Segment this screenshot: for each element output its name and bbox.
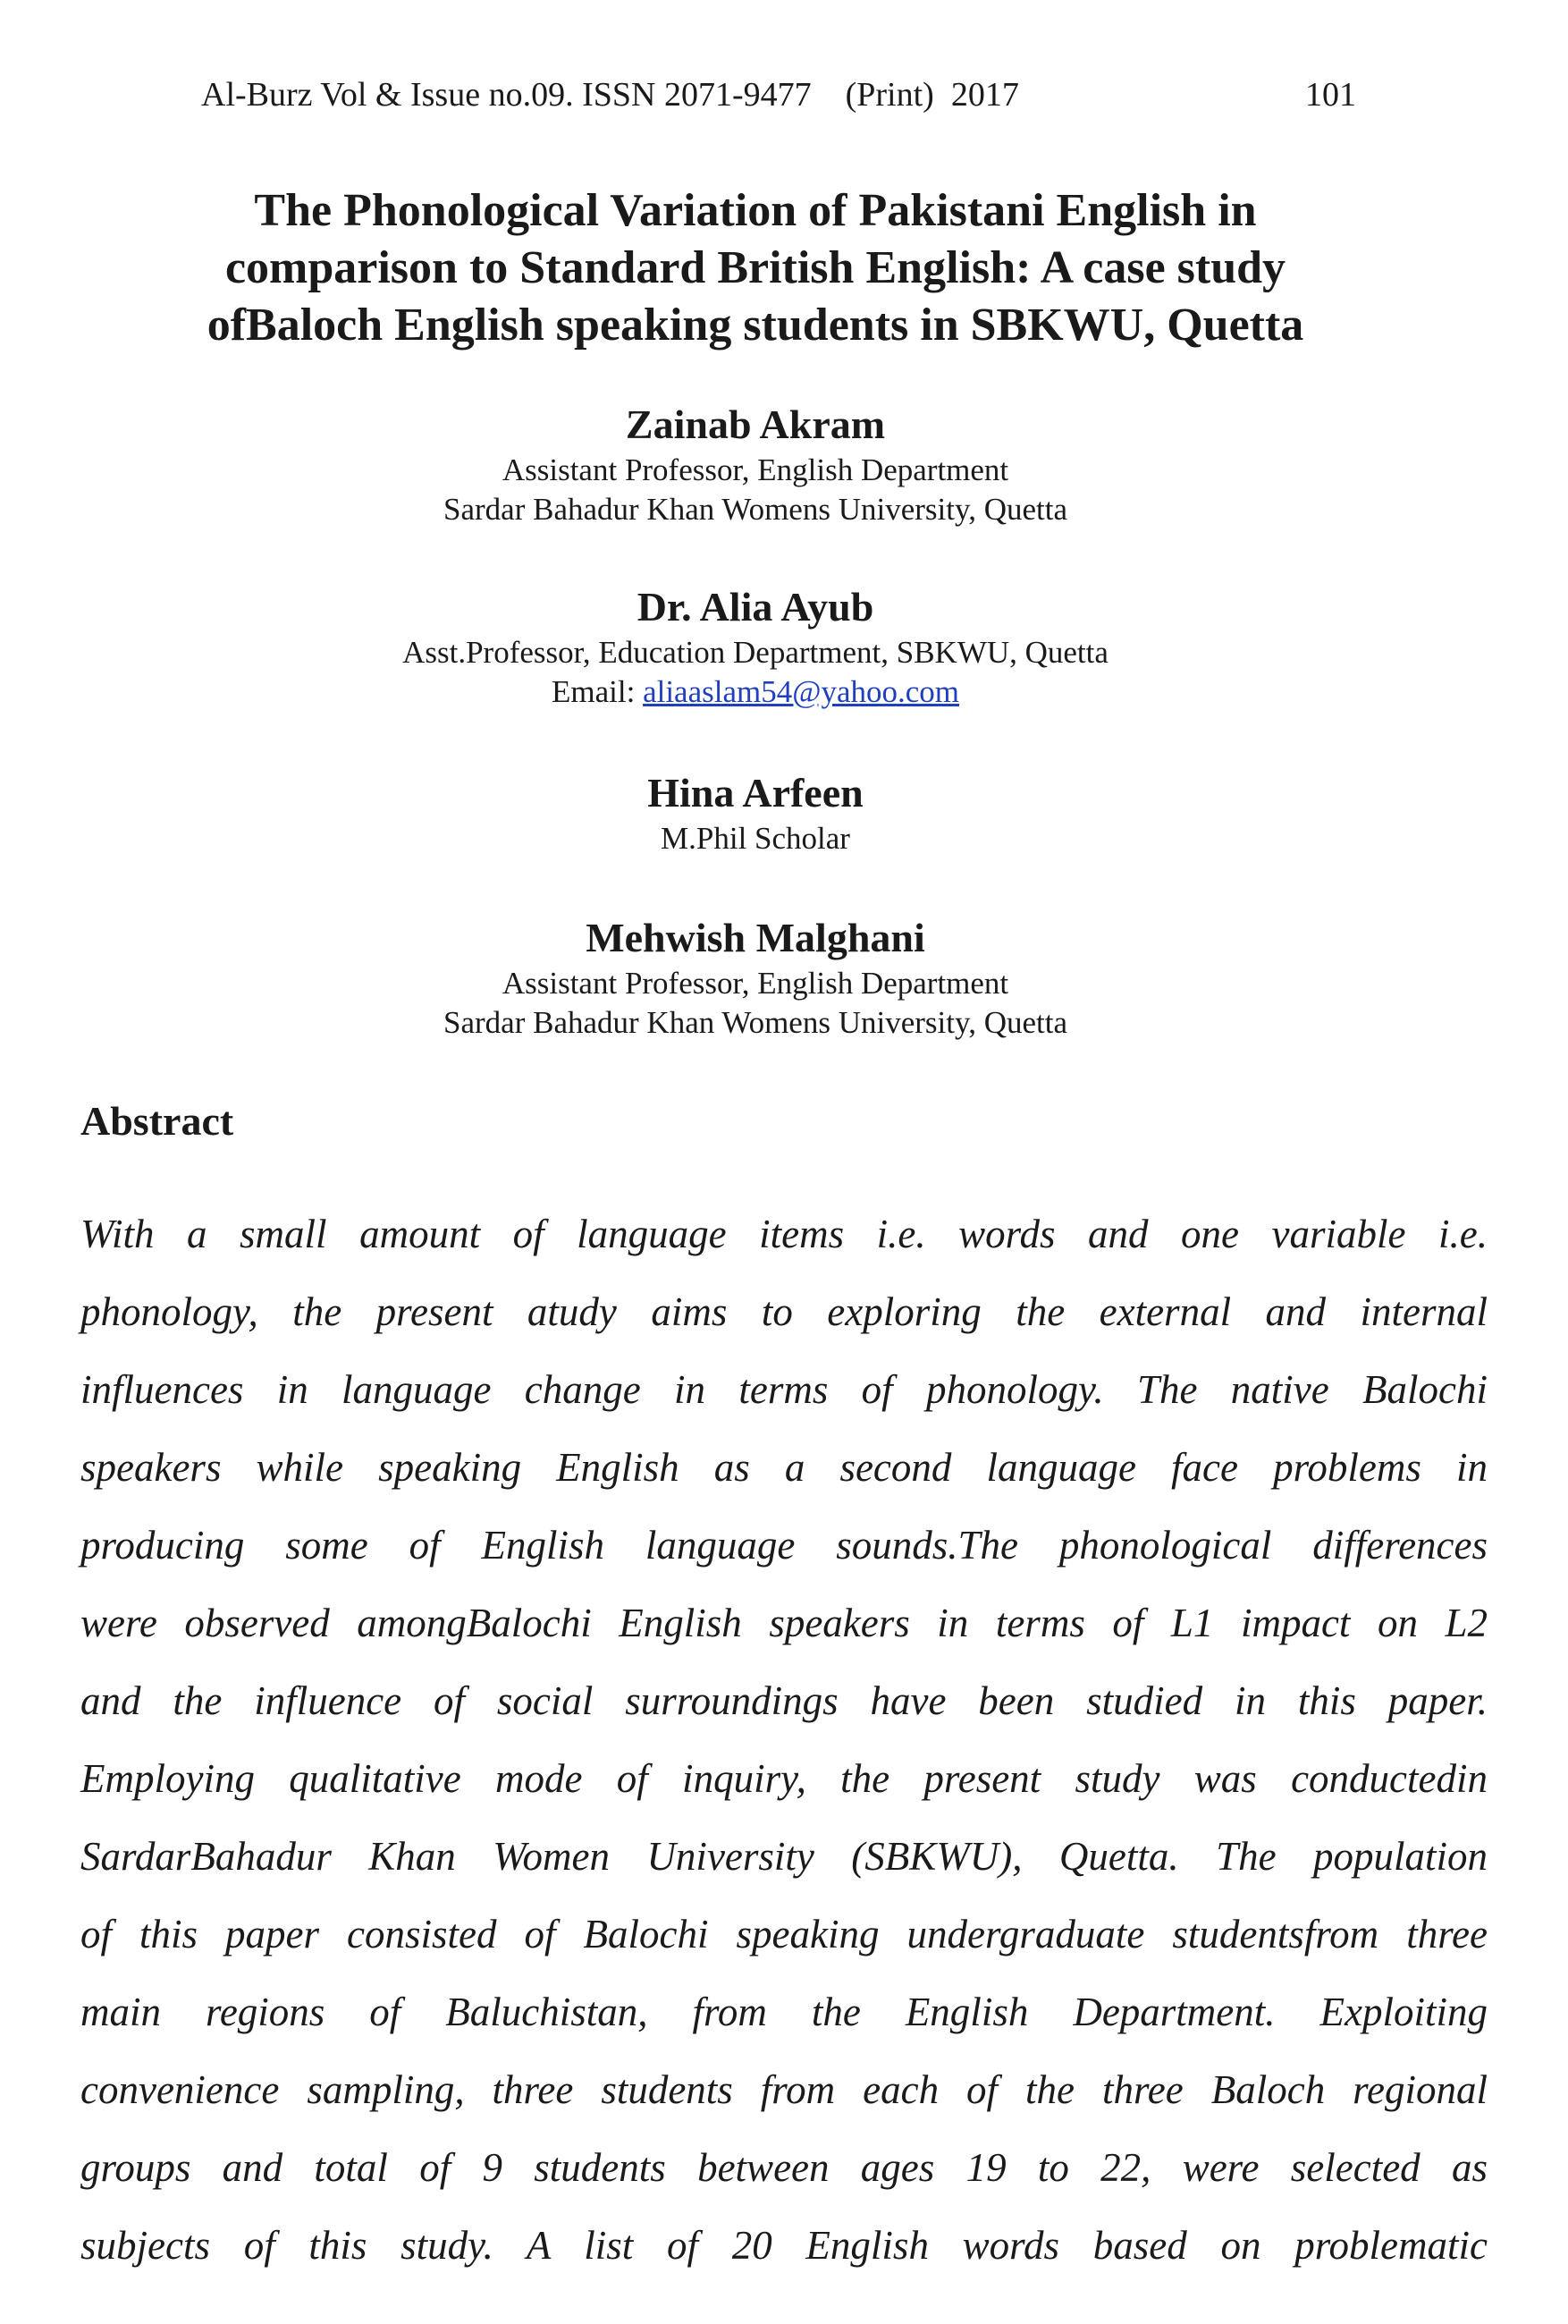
abstract-line: groups and total of 9 students between ages 19 to 22, were selected as <box>80 2145 1488 2190</box>
author-affiliation: M.Phil Scholar <box>661 821 850 856</box>
title-line: comparison to Standard British English: A case study <box>224 242 1286 293</box>
title-line: The Phonological Variation of Pakistani English in <box>254 185 1257 236</box>
author-email-link[interactable]: aliaaslam54@yahoo.com <box>643 674 959 709</box>
abstract-line: phonology, the present atudy aims to exploring the external and internal <box>80 1289 1488 1334</box>
abstract-line: SardarBahadur Khan Women University (SBKWU), Quetta. The population <box>80 1834 1488 1879</box>
author-affiliation: Assistant Professor, English Department <box>502 966 1009 1001</box>
author-block-mehwish-malghani <box>0 912 1511 1043</box>
journal-info: Al-Burz Vol & Issue no.09. ISSN 2071-9477 (Print) 2017 <box>201 76 1019 114</box>
author-block-hina-arfeen <box>0 767 1511 858</box>
abstract-body <box>80 1196 1488 2285</box>
abstract-line: subjects of this study. A list of 20 English words based on problematic <box>80 2223 1488 2268</box>
running-header <box>0 70 1568 120</box>
abstract-line: main regions of Baluchistan, from the English Department. Exploiting <box>80 1990 1488 2034</box>
abstract-line: Employing qualitative mode of inquiry, the present study was conductedin <box>80 1756 1488 1801</box>
author-name: Dr. Alia Ayub <box>636 584 874 630</box>
abstract-line: producing some of English language sounds.The phonological differences <box>80 1523 1488 1568</box>
abstract-line: influences in language change in terms of phonology. The native Balochi <box>80 1367 1488 1412</box>
abstract-line: With a small amount of language items i.e. words and one variable i.e. <box>80 1212 1488 1256</box>
email-label: Email: <box>552 674 644 709</box>
author-affiliation: Assistant Professor, English Department <box>502 452 1009 487</box>
author-email-line <box>0 672 1511 712</box>
abstract-line: were observed amongBalochi English speakers in terms of L1 impact on L2 <box>80 1601 1488 1645</box>
paper-title <box>89 182 1421 354</box>
author-affiliation: Sardar Bahadur Khan Womens University, Quetta <box>443 492 1067 527</box>
author-affiliation: Sardar Bahadur Khan Womens University, Quetta <box>443 1005 1067 1040</box>
author-name: Hina Arfeen <box>647 770 864 816</box>
title-line: ofBaloch English speaking students in SBKWU, Quetta <box>207 300 1304 351</box>
author-block-zainab-akram <box>0 399 1511 529</box>
abstract-line: and the influence of social surroundings have been studied in this paper. <box>80 1678 1488 1723</box>
author-name: Zainab Akram <box>625 401 886 447</box>
author-name: Mehwish Malghani <box>586 915 925 960</box>
page-number: 101 <box>1305 76 1356 114</box>
abstract-line: speakers while speaking English as a second language face problems in <box>80 1445 1488 1490</box>
abstract-line: convenience sampling, three students from each of the three Baloch regional <box>80 2067 1488 2112</box>
author-block-alia-ayub <box>0 581 1511 712</box>
abstract-line: of this paper consisted of Balochi speaking undergraduate studentsfrom three <box>80 1912 1488 1956</box>
author-affiliation: Asst.Professor, Education Department, SBKWU, Quetta <box>402 635 1109 670</box>
abstract-heading: Abstract <box>80 1098 234 1144</box>
